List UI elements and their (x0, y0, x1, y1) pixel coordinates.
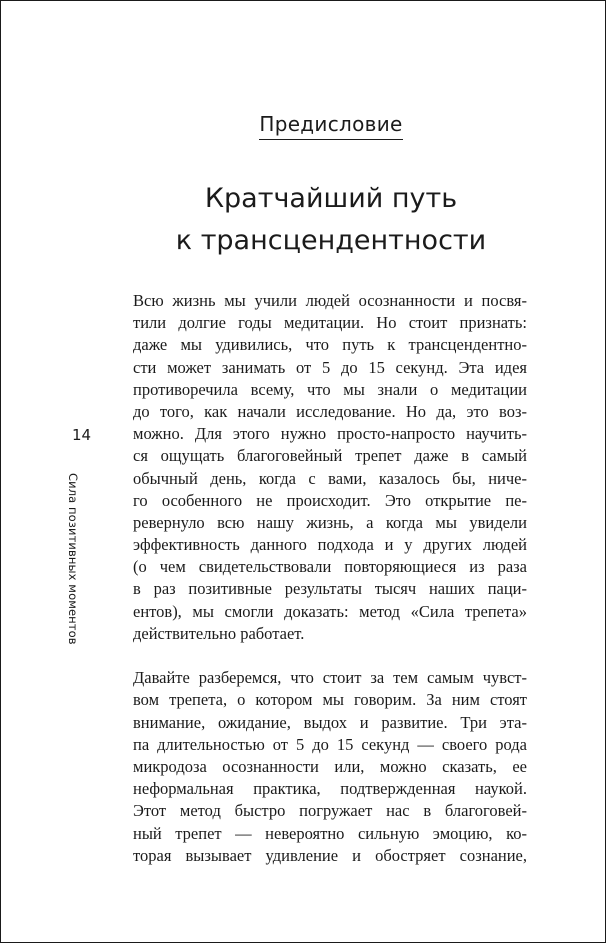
section-label-text: Предисловие (259, 112, 402, 140)
text-line: Всю жизнь мы учили людей осознанности и посвя- (133, 291, 527, 310)
running-head: Сила позитивных моментов (66, 473, 80, 645)
text-line: ревернуло всю нашу жизнь, а когда мы увидели (133, 512, 527, 532)
paragraph-gap (133, 645, 527, 667)
text-line: тили долгие годы медитации. Но стоит признать: (133, 313, 527, 333)
text-line: до того, как начали исследование. Но да, это воз- (133, 401, 527, 421)
section-label (1, 112, 606, 140)
chapter-title (1, 178, 606, 262)
text-line: Этот метод быстро погружает нас в благоговей- (133, 801, 527, 821)
text-line: па длительностью от 5 до 15 секунд — своего рода (133, 734, 527, 754)
text-line: можно. Для этого нужно просто-напросто научить- (133, 424, 527, 444)
text-line: обычный день, когда с вами, казалось бы, ниче- (133, 468, 527, 488)
chapter-title-line-1: Кратчайший путь (204, 183, 458, 214)
text-line: го особенного не происходит. Это открытие пе- (133, 490, 527, 510)
text-line: внимание, ожидание, выдох и развитие. Три эта- (133, 712, 527, 732)
text-line: (о чем свидетельствовали повторяющиеся из раза (133, 557, 527, 577)
text-line: Давайте разберемся, что стоит за тем самым чувст- (133, 668, 527, 688)
text-line: ентов), мы смогли доказать: метод «Сила трепета» (133, 601, 527, 621)
text-line: вом трепета, о котором мы говорим. За ним стоят (133, 690, 527, 710)
text-line: даже мы удивились, что путь к трансцендентно- (133, 335, 527, 355)
chapter-title-line-2: к трансцендентности (175, 225, 487, 256)
paragraph (133, 290, 527, 645)
text-line: микродоза осознанности или, можно сказать, ее (133, 756, 527, 776)
text-line: в раз позитивные результаты тысяч наших паци- (133, 579, 527, 599)
text-line: торая вызывает удивление и обостряет сознание, (133, 845, 527, 865)
text-line: ный трепет — невероятно сильную эмоцию, ко- (133, 823, 527, 843)
text-line: эффективность данного подхода и у других людей (133, 535, 527, 555)
body-text (133, 290, 527, 867)
text-line: противоречила всему, что мы знали о медитации (133, 379, 527, 399)
text-line: ся ощущать благоговейный трепет даже в самый (133, 446, 527, 466)
text-line: сти может занимать от 5 до 15 секунд. Эта идея (133, 357, 527, 377)
page-number: 14 (72, 426, 92, 444)
paragraph (133, 667, 527, 867)
text-line: неформальная практика, подтвержденная наукой. (133, 779, 527, 799)
text-line: действительно работает. (133, 623, 305, 643)
